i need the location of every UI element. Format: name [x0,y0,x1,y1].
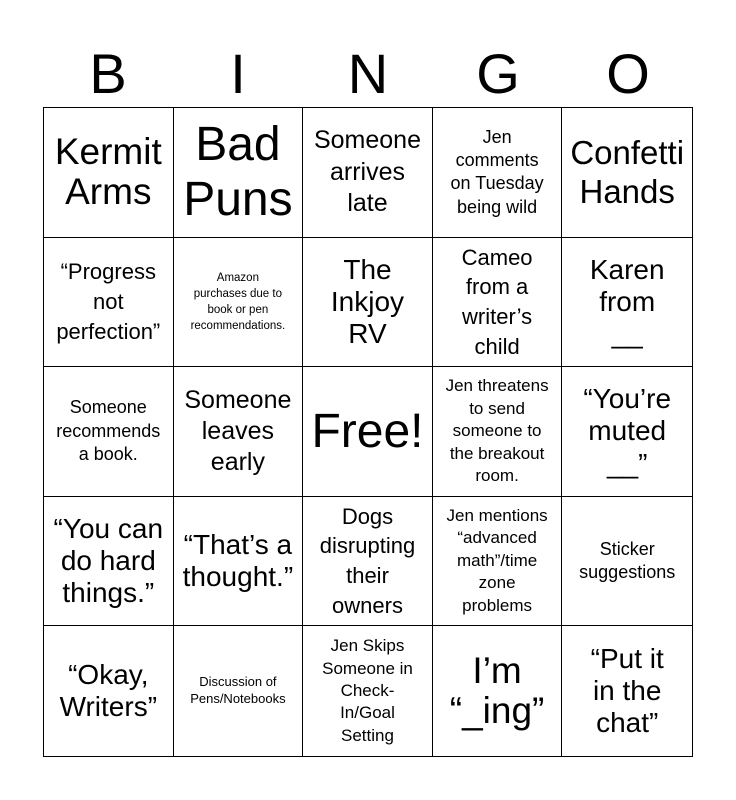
cell-text: “That’s a thought.” [182,528,294,593]
cell-text: Discussion of Pens/Notebooks [190,674,286,707]
bingo-cell[interactable] [562,497,692,627]
bingo-cell[interactable] [303,108,433,238]
cell-text: “You can do hard things.” [53,512,164,609]
bingo-cell[interactable] [433,108,563,238]
cell-text: Sticker suggestions [579,538,676,583]
bingo-cell[interactable] [174,626,304,756]
cell-text: I’m “_ing” [449,649,545,732]
bingo-board [43,107,693,757]
cell-text: Karen from __ [589,253,665,349]
bingo-cell[interactable] [174,238,304,368]
cell-text: Someone recommends a book. [56,397,161,465]
bingo-cell[interactable] [562,108,692,238]
bingo-cell[interactable] [174,367,304,497]
cell-text: Amazon purchases due to book or pen recommendations. [190,271,286,332]
header-letter-o: O [606,42,650,105]
bingo-cell[interactable] [44,108,174,238]
free-space-cell[interactable] [303,367,433,497]
cell-text: “Put it in the chat” [590,642,664,739]
bingo-cell[interactable] [433,626,563,756]
cell-text: “Progress not perfection” [56,259,161,344]
free-space-text: Free! [311,404,424,458]
bingo-cell[interactable] [562,238,692,368]
header-letter-i: I [230,42,246,105]
header-letter-n: N [347,42,389,105]
bingo-cell[interactable] [303,626,433,756]
cell-text: “You’re muted __” [583,383,672,479]
bingo-cell[interactable] [44,497,174,627]
bingo-cell[interactable] [44,626,174,756]
bingo-cell[interactable] [44,367,174,497]
cell-text: Jen threatens to send someone to the breakout room. [445,376,549,486]
bingo-cell[interactable] [433,238,563,368]
bingo-cell[interactable] [303,497,433,627]
cell-text: Jen comments on Tuesday being wild [450,126,544,217]
bingo-cell[interactable] [433,497,563,627]
cell-text: Cameo from a writer’s child [461,244,533,359]
cell-text: Jen mentions “advanced math”/time zone problems [446,506,548,615]
cell-text: Bad Puns [183,118,293,227]
cell-text: Confetti Hands [570,133,685,211]
cell-text: Someone leaves early [184,385,292,477]
header-letter-b: B [89,42,127,105]
bingo-cell[interactable] [174,497,304,627]
cell-text: Dogs disrupting their owners [319,503,416,618]
bingo-cell[interactable] [433,367,563,497]
header-letter-g: G [476,42,520,105]
bingo-cell[interactable] [562,626,692,756]
cell-text: The Inkjoy RV [330,253,405,349]
cell-text: Jen Skips Someone in Check- In/Goal Setting [322,636,413,745]
bingo-cell[interactable] [303,238,433,368]
cell-text: Kermit Arms [54,130,162,213]
cell-text: Someone arrives late [313,126,421,217]
cell-text: “Okay, Writers” [59,659,158,723]
bingo-cell[interactable] [562,367,692,497]
bingo-cell[interactable] [174,108,304,238]
bingo-cell[interactable] [44,238,174,368]
bingo-header [43,40,693,108]
